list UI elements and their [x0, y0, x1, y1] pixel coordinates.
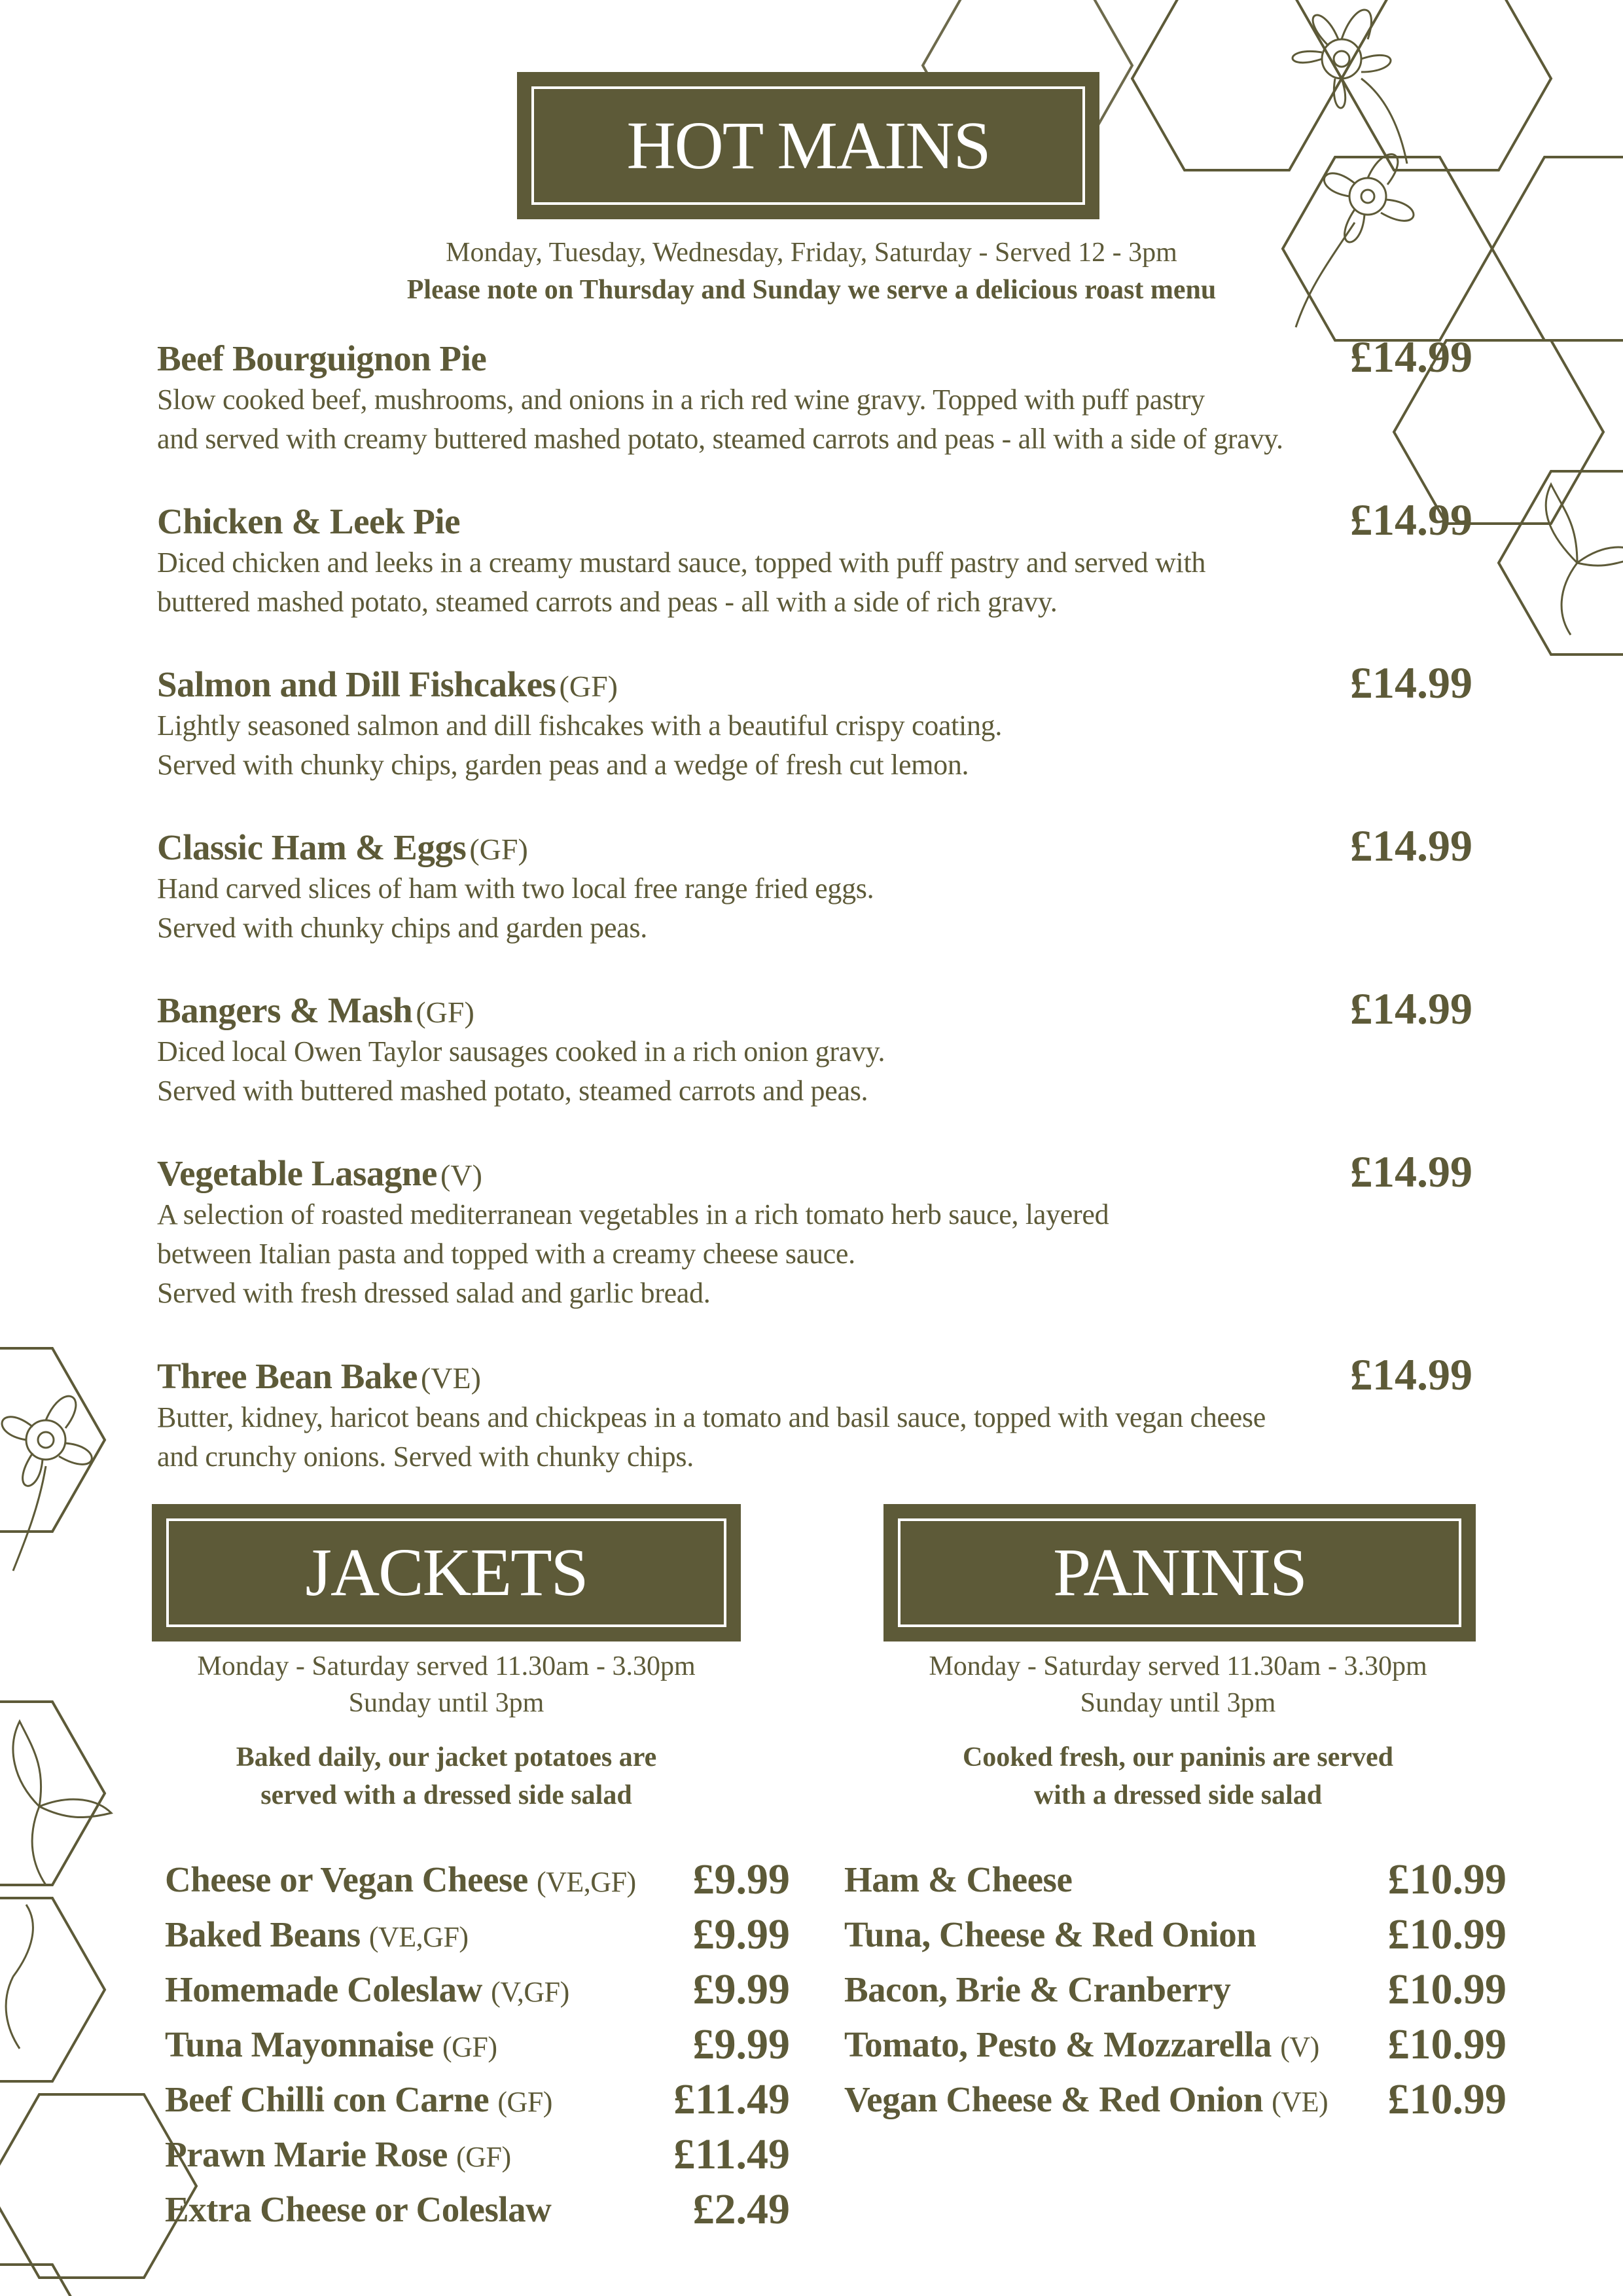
item-price: £10.99	[1387, 2075, 1507, 2123]
list-item	[165, 2127, 790, 2182]
paninis-info	[851, 1648, 1505, 1814]
item-name: Cheese or Vegan Cheese	[165, 1859, 528, 1899]
hot-mains-banner	[517, 72, 1099, 219]
list-item	[165, 2072, 790, 2127]
item-name: Bacon, Brie & Cranberry	[844, 1969, 1231, 2009]
list-item	[844, 1852, 1507, 1907]
item-name: Beef Bourguignon Pie	[157, 338, 487, 378]
item-name: Salmon and Dill Fishcakes	[157, 664, 556, 704]
list-item	[165, 2182, 790, 2237]
item-price: £10.99	[1387, 2020, 1507, 2068]
item-description: Diced chicken and leeks in a creamy mustard sauce, topped with puff pastry and served with buttered mashed potato, steamed carrots and peas - all with a side of rich gravy.	[157, 547, 1206, 618]
item-price: £10.99	[1387, 1910, 1507, 1958]
item-name: Classic Ham & Eggs	[157, 827, 467, 867]
hot-mains-banner-frame	[531, 86, 1085, 205]
paninis-list	[844, 1852, 1507, 2127]
hot-mains-info	[262, 234, 1361, 309]
item-name: Extra Cheese or Coleslaw	[165, 2189, 552, 2229]
item-tag: (VE)	[1272, 2086, 1329, 2118]
jackets-banner-frame	[166, 1518, 726, 1627]
item-price: £14.99	[1350, 984, 1472, 1033]
jackets-info	[119, 1648, 774, 1814]
item-price: £9.99	[692, 1856, 790, 1903]
hot-mains-roast-note: Please note on Thursday and Sunday we serve a delicious roast menu	[406, 275, 1217, 305]
item-tag: (VE,GF)	[368, 1921, 469, 1953]
paninis-title: PANINIS	[1053, 1535, 1306, 1610]
list-item	[165, 1962, 790, 2017]
list-item	[165, 2017, 790, 2072]
item-description: Butter, kidney, haricot beans and chickpeas in a tomato and basil sauce, topped with vegan cheese and crunchy onions. Served with chunky chips.	[157, 1401, 1266, 1473]
paninis-banner	[883, 1504, 1476, 1641]
item-tag: (VE,GF)	[537, 1866, 636, 1898]
item-price: £2.49	[692, 2185, 790, 2233]
item-name: Beef Chilli con Carne	[165, 2079, 490, 2119]
jackets-note-line1: Baked daily, our jacket potatoes are	[236, 1742, 657, 1772]
item-tag: (GF)	[416, 996, 474, 1029]
item-name: Homemade Coleslaw	[165, 1969, 482, 2009]
item-price: £9.99	[692, 1965, 790, 2013]
menu-item	[157, 984, 1479, 1111]
item-name: Three Bean Bake	[157, 1356, 418, 1396]
menu-item	[157, 821, 1479, 948]
item-price: £14.99	[1350, 1350, 1472, 1399]
item-name: Ham & Cheese	[844, 1859, 1073, 1899]
item-price: £9.99	[692, 1910, 790, 1958]
item-name: Tuna Mayonnaise	[165, 2024, 434, 2064]
paninis-note-line2: with a dressed side salad	[1033, 1780, 1323, 1810]
menu-item	[157, 332, 1479, 459]
item-name: Bangers & Mash	[157, 990, 413, 1030]
menu-item	[157, 1350, 1479, 1477]
jackets-list	[165, 1852, 790, 2237]
hot-mains-title: HOT MAINS	[626, 107, 990, 183]
list-item	[844, 1962, 1507, 2017]
item-name: Tomato, Pesto & Mozzarella	[844, 2024, 1272, 2064]
jackets-banner	[152, 1504, 741, 1641]
item-price: £11.49	[673, 2075, 790, 2123]
item-name: Vegan Cheese & Red Onion	[844, 2079, 1263, 2119]
menu-item	[157, 1147, 1479, 1313]
item-price: £14.99	[1350, 1147, 1472, 1196]
item-name: Tuna, Cheese & Red Onion	[844, 1914, 1257, 1954]
list-item	[844, 2072, 1507, 2127]
paninis-sunday-hours: Sunday until 3pm	[1080, 1688, 1276, 1718]
item-tag: (VE)	[420, 1361, 481, 1395]
item-price: £10.99	[1387, 1965, 1507, 2013]
item-price: £14.99	[1350, 495, 1472, 545]
item-price: £10.99	[1387, 1856, 1507, 1903]
jackets-sunday-hours: Sunday until 3pm	[348, 1688, 544, 1718]
item-price: £11.49	[673, 2130, 790, 2178]
list-item	[165, 1907, 790, 1962]
item-tag: (GF)	[456, 2141, 511, 2173]
item-tag: (GF)	[469, 833, 528, 866]
item-tag: (V)	[1280, 2031, 1319, 2063]
item-price: £14.99	[1350, 658, 1472, 708]
item-name: Chicken & Leek Pie	[157, 501, 461, 541]
jackets-hours: Monday - Saturday served 11.30am - 3.30pm	[197, 1651, 696, 1681]
item-name: Baked Beans	[165, 1914, 361, 1954]
list-item	[844, 2017, 1507, 2072]
paninis-banner-frame	[898, 1518, 1461, 1627]
item-description: Slow cooked beef, mushrooms, and onions in a rich red wine gravy. Topped with puff pastry and served with creamy buttered mashed potato, steamed carrots and peas - all with a side of gravy.	[157, 384, 1283, 455]
menu-item	[157, 658, 1479, 785]
hot-mains-hours: Monday, Tuesday, Wednesday, Friday, Saturday - Served 12 - 3pm	[446, 238, 1177, 268]
paninis-hours: Monday - Saturday served 11.30am - 3.30pm	[929, 1651, 1427, 1681]
item-name: Prawn Marie Rose	[165, 2134, 448, 2174]
item-description: A selection of roasted mediterranean vegetables in a rich tomato herb sauce, layered between Italian pasta and topped with a creamy cheese sauce. Served with fresh dressed salad and garlic bread.	[157, 1198, 1109, 1309]
item-tag: (GF)	[497, 2086, 552, 2118]
item-description: Diced local Owen Taylor sausages cooked in a rich onion gravy. Served with buttered mashed potato, steamed carrots and peas.	[157, 1035, 885, 1107]
jackets-title: JACKETS	[305, 1535, 588, 1610]
item-tag: (GF)	[559, 670, 618, 703]
list-item	[844, 1907, 1507, 1962]
item-name: Vegetable Lasagne	[157, 1153, 437, 1193]
item-tag: (V)	[440, 1158, 482, 1192]
menu-item	[157, 495, 1479, 622]
item-description: Hand carved slices of ham with two local free range fried eggs. Served with chunky chips and garden peas.	[157, 872, 874, 944]
jackets-note-line2: served with a dressed side salad	[260, 1780, 632, 1810]
item-tag: (GF)	[442, 2031, 497, 2063]
item-description: Lightly seasoned salmon and dill fishcakes with a beautiful crispy coating. Served with chunky chips, garden peas and a wedge of fresh cut lemon.	[157, 709, 1003, 781]
item-price: £9.99	[692, 2020, 790, 2068]
item-tag: (V,GF)	[491, 1976, 569, 2008]
item-price: £14.99	[1350, 332, 1472, 382]
item-price: £14.99	[1350, 821, 1472, 870]
list-item	[165, 1852, 790, 1907]
paninis-note-line1: Cooked fresh, our paninis are served	[962, 1742, 1394, 1772]
